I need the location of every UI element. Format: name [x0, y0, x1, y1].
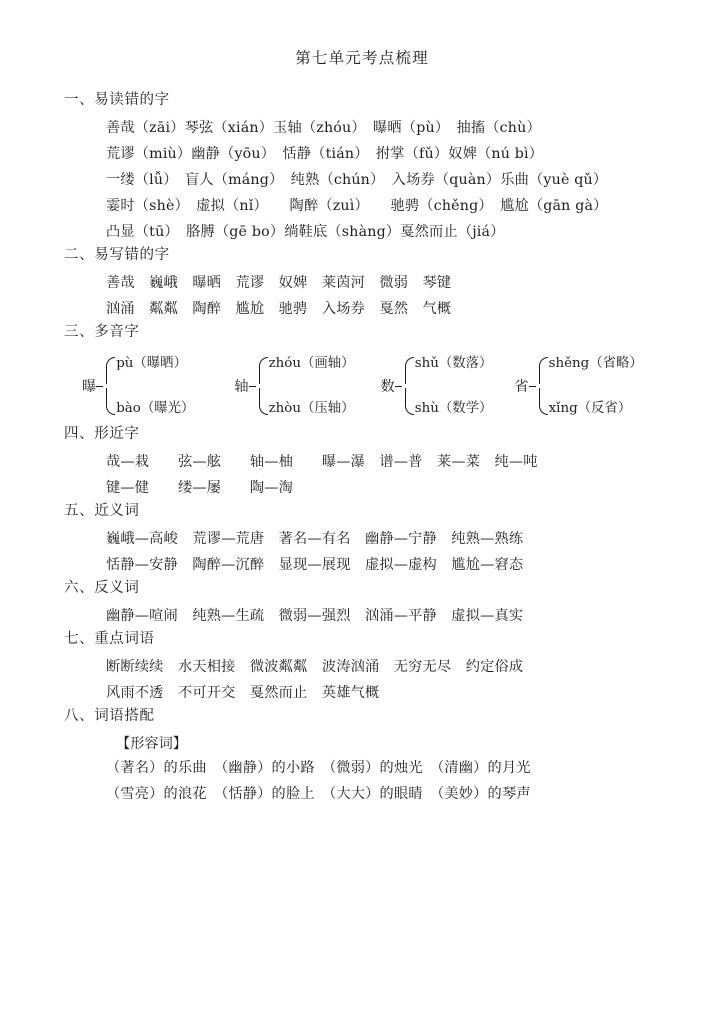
polyphone-reading-top: shěng（省略） — [548, 356, 643, 372]
section-body — [30, 733, 694, 806]
section-body — [30, 451, 694, 500]
polyphone-values — [549, 357, 643, 415]
section-heading: 七、重点词语 — [64, 631, 155, 648]
section-heading: 一、易读错的字 — [64, 92, 170, 108]
content-line: 键—健 缕—屡 陶—淘 — [106, 480, 294, 497]
polyphone-reading-top: pù（曝晒） — [116, 356, 187, 372]
section-duo-yin-zi — [30, 322, 694, 423]
section-ci-yu-da-pei — [30, 706, 694, 806]
content-line: 善哉（zāi）琴弦（xián）玉轴（zhóu） 曝晒（pù） 抽搐（chù） — [106, 120, 541, 137]
polyphone-reading-bottom: zhòu（压轴） — [268, 400, 355, 416]
brace-stem — [395, 386, 402, 387]
section-body — [30, 605, 694, 628]
brace-stem — [529, 386, 536, 387]
polyphone-character: 曝 — [82, 379, 97, 396]
content-line: （著名）的乐曲 （幽静）的小路 （微弱）的烛光 （清幽）的月光 — [106, 760, 531, 777]
polyphone-values — [415, 357, 493, 415]
section-xing-jin-zi — [30, 424, 694, 500]
section-body — [30, 272, 694, 321]
polyphone-group-shu — [381, 357, 493, 415]
page-title: 第七单元考点梳理 — [295, 49, 429, 67]
polyphone-reading-bottom: xǐng（反省） — [548, 400, 632, 416]
content-line: 风雨不透 不可开交 戛然而止 英雄气概 — [106, 685, 380, 702]
content-line: 荒谬（miù）幽静（yōu） 恬静（tián） 拊掌（fǔ）奴婢（nú bì） — [106, 146, 544, 163]
content-line: 凸显（tū） 胳膊（gē bo）绱鞋底（shàng）戛然而止（jiá） — [106, 224, 505, 241]
section-heading: 四、形近字 — [64, 426, 140, 443]
polyphone-values — [116, 357, 194, 415]
section-body — [30, 656, 694, 705]
polyphone-reading-bottom: bào（曝光） — [116, 400, 195, 416]
section-yi-du-cuo-de-zi — [30, 90, 694, 244]
section-zhong-dian-ci-yu — [30, 629, 694, 705]
brace-icon — [256, 357, 267, 415]
brace-icon — [402, 357, 413, 415]
content-line: 幽静—喧闹 纯熟—生疏 微弱—强烈 汹涌—平静 虚拟—真实 — [106, 608, 524, 625]
content-line: 哉—栽 弦—舷 轴—柚 曝—瀑 谱—普 莱—菜 纯—吨 — [106, 454, 538, 471]
section-body — [30, 117, 694, 244]
polyphone-group-zhou — [234, 357, 354, 415]
polyphone-group-sheng — [514, 357, 642, 415]
content-line: （雪亮）的浪花 （恬静）的脸上 （大大）的眼睛 （美妙）的琴声 — [106, 786, 531, 803]
subsection-label-adjective: 【形容词】 — [116, 736, 187, 753]
content-line: 一缕（lǚ） 盲人（máng） 纯熟（chún） 入场券（quàn）乐曲（yuè qǔ） — [106, 172, 608, 189]
content-line: 恬静—安静 陶醉—沉醉 显现—展现 虚拟—虚构 尴尬—窘态 — [106, 557, 524, 574]
section-yi-xie-cuo-de-zi — [30, 245, 694, 321]
section-heading: 三、多音字 — [64, 324, 140, 341]
polyphone-character: 轴 — [234, 379, 249, 396]
section-heading: 六、反义词 — [64, 580, 140, 597]
content-line: 霎时（shè） 虚拟（nǐ） 陶醉（zuì） 驰骋（chěng） 尴尬（gān gà） — [106, 198, 608, 215]
brace-stem — [96, 386, 103, 387]
section-jin-yi-ci — [30, 501, 694, 577]
content-line: 断断续续 水天相接 微波粼粼 波涛汹涌 无穷无尽 约定俗成 — [106, 659, 524, 676]
content-line: 汹涌 粼粼 陶醉 尴尬 驰骋 入场券 戛然 气概 — [106, 301, 452, 318]
polyphone-row — [30, 349, 694, 423]
section-body — [30, 528, 694, 577]
polyphone-character: 数 — [380, 379, 395, 396]
content-line: 善哉 巍峨 曝晒 荒谬 奴婢 莱茵河 微弱 琴键 — [106, 275, 452, 292]
polyphone-group-pu — [82, 357, 194, 415]
content-line: 巍峨—高峻 荒谬—荒唐 著名—有名 幽静—宁静 纯熟—熟练 — [106, 531, 524, 548]
section-heading: 五、近义词 — [64, 503, 140, 520]
brace-stem — [249, 386, 256, 387]
polyphone-character: 省 — [514, 379, 529, 396]
section-fan-yi-ci — [30, 578, 694, 628]
polyphone-reading-bottom: shù（数学） — [414, 400, 493, 416]
brace-icon — [536, 357, 547, 415]
brace-icon — [103, 357, 114, 415]
section-heading: 八、词语搭配 — [64, 708, 155, 725]
polyphone-reading-top: shǔ（数落） — [414, 356, 493, 372]
section-heading: 二、易写错的字 — [64, 247, 170, 264]
polyphone-reading-top: zhóu（画轴） — [268, 356, 355, 372]
polyphone-values — [269, 357, 355, 415]
